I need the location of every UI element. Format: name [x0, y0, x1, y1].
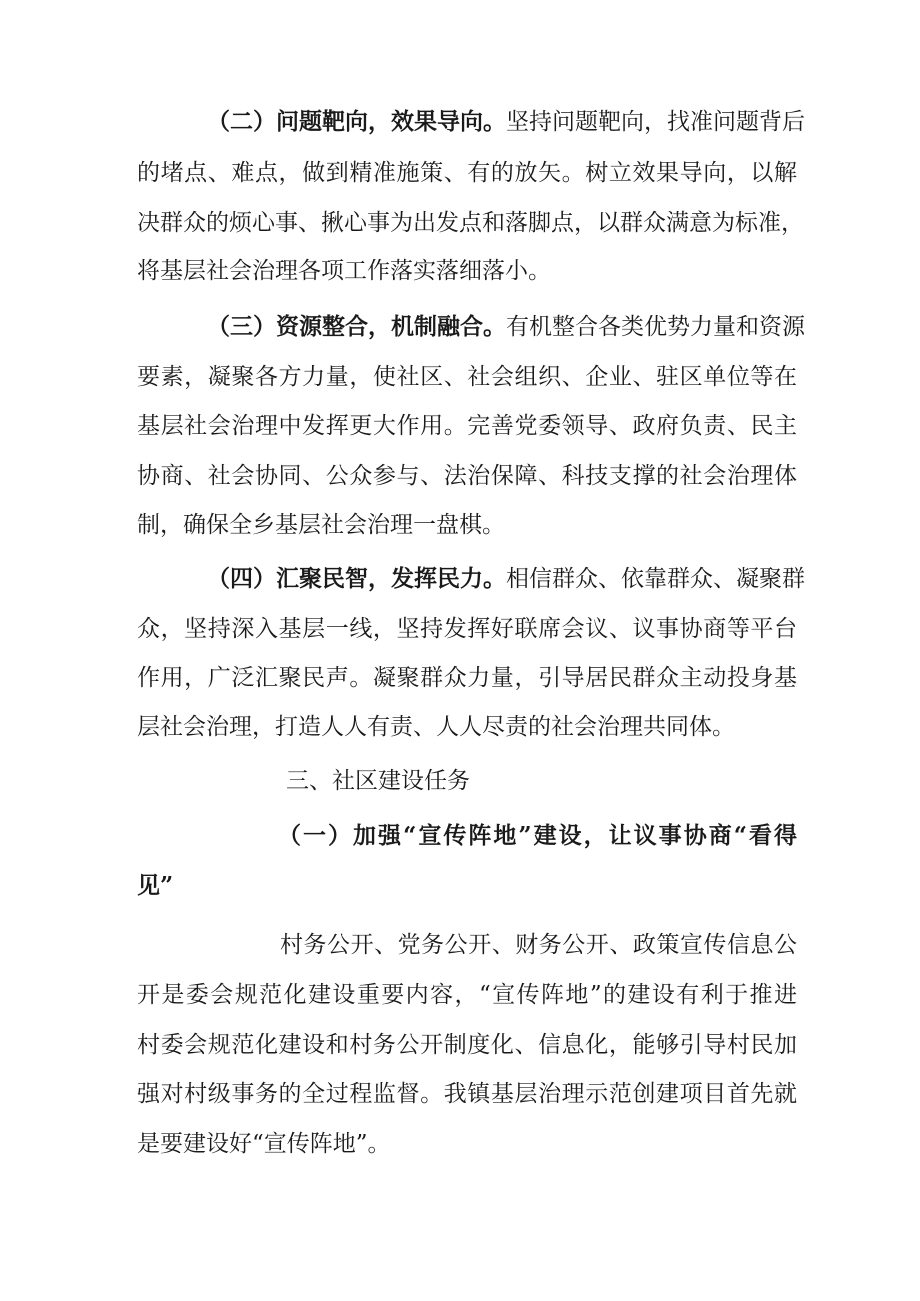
subsection-1-title-line-1: （一）加强“宣传阵地”建设，让议事协商“看得 — [278, 822, 797, 849]
paragraph-5-line-4: 强对村级事务的全过程监督。我镇基层治理示范创建项目首先就 — [137, 1081, 797, 1107]
paragraph-3-line-1 — [137, 312, 805, 342]
paragraph-2-line-3: 决群众的烦心事、揪心事为出发点和落脚点，以群众满意为标准， — [137, 210, 804, 236]
paragraph-3-line-3: 基层社会治理中发挥更大作用。完善党委领导、政府负责、民主 — [137, 413, 797, 439]
paragraph-3-line-5: 制，确保全乡基层社会治理一盘棋。 — [137, 512, 505, 538]
paragraph-2-line-1 — [137, 107, 805, 137]
paragraph-5-line-1: 村务公开、党务公开、财务公开、政策宣传信息公 — [280, 932, 797, 958]
paragraph-3-text: 有机整合各类优势力量和资源 — [506, 314, 805, 340]
paragraph-4-text: 相信群众、依靠群众、凝聚群 — [506, 566, 805, 592]
paragraph-4-line-2: 众，坚持深入基层一线，坚持发挥好联席会议、议事协商等平台 — [137, 616, 797, 642]
paragraph-3-heading: （三）资源整合，机制融合。 — [207, 313, 506, 340]
paragraph-5-line-3: 村委会规范化建设和村务公开制度化、信息化，能够引导村民加 — [137, 1032, 797, 1058]
paragraph-4-heading: （四）汇聚民智，发挥民力。 — [207, 565, 506, 592]
paragraph-3-line-4: 协商、社会协同、公众参与、法治保障、科技支撑的社会治理体 — [137, 463, 797, 489]
paragraph-5-line-2: 开是委会规范化建设重要内容，“宣传阵地”的建设有利于推进 — [137, 982, 797, 1008]
paragraph-3-line-2: 要素，凝聚各方力量，使社区、社会组织、企业、驻区单位等在 — [137, 364, 797, 390]
paragraph-2-heading: （二）问题靶向，效果导向。 — [207, 108, 506, 135]
paragraph-2-line-2: 的堵点、难点，做到精准施策、有的放矢。树立效果导向，以解 — [137, 160, 797, 186]
paragraph-2-line-4: 将基层社会治理各项工作落实落细落小。 — [137, 258, 551, 284]
paragraph-4-line-4: 层社会治理，打造人人有责、人人尽责的社会治理共同体。 — [137, 714, 735, 740]
section-3-title: 三、社区建设任务 — [286, 768, 470, 794]
paragraph-4-line-1 — [137, 564, 805, 594]
subsection-1-title-line-2: 见” — [137, 872, 174, 899]
paragraph-4-line-3: 作用，广泛汇聚民声。凝聚群众力量，引导居民群众主动投身基 — [137, 665, 797, 691]
paragraph-5-line-5: 是要建设好“宣传阵地”。 — [137, 1131, 391, 1157]
paragraph-2-text: 坚持问题靶向，找准问题背后 — [506, 109, 805, 135]
